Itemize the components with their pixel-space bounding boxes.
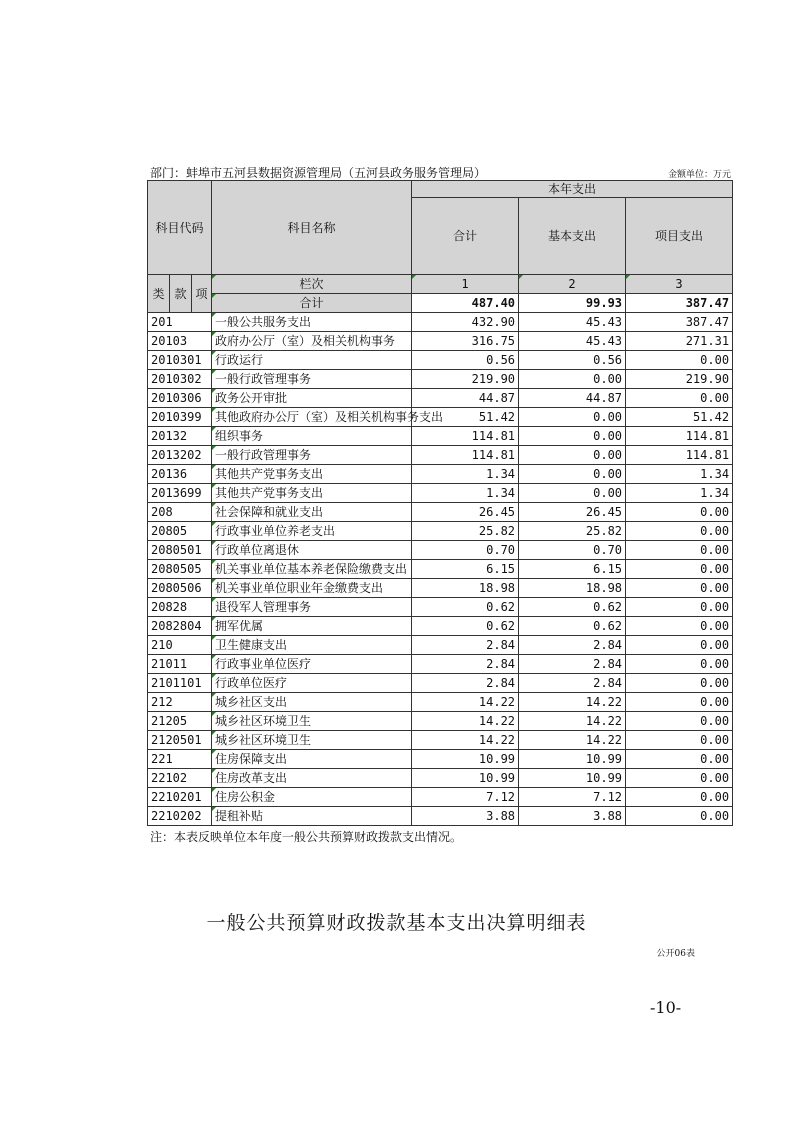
row-code: 20136 (148, 465, 212, 484)
row-code: 20132 (148, 427, 212, 446)
total-row (148, 294, 733, 313)
table-row (148, 332, 733, 351)
row-total: 219.90 (412, 370, 519, 389)
row-basic: 6.15 (519, 560, 626, 579)
header-total: 合计 (412, 198, 519, 275)
row-name: 政务公开审批 (212, 389, 412, 408)
table-row (148, 503, 733, 522)
row-basic: 10.99 (519, 769, 626, 788)
table-row (148, 579, 733, 598)
row-name: 行政单位离退休 (212, 541, 412, 560)
row-total: 10.99 (412, 750, 519, 769)
row-basic: 45.43 (519, 313, 626, 332)
row-project: 219.90 (626, 370, 733, 389)
row-total: 10.99 (412, 769, 519, 788)
row-project: 114.81 (626, 427, 733, 446)
row-total: 14.22 (412, 693, 519, 712)
row-project: 114.81 (626, 446, 733, 465)
row-name: 社会保障和就业支出 (212, 503, 412, 522)
row-code: 21011 (148, 655, 212, 674)
total-project: 387.47 (626, 294, 733, 313)
row-code: 221 (148, 750, 212, 769)
row-basic: 0.00 (519, 427, 626, 446)
row-project: 1.34 (626, 465, 733, 484)
row-basic: 14.22 (519, 712, 626, 731)
row-basic: 2.84 (519, 655, 626, 674)
row-project: 0.00 (626, 788, 733, 807)
table-row (148, 560, 733, 579)
row-project: 0.00 (626, 579, 733, 598)
row-total: 44.87 (412, 389, 519, 408)
row-project: 0.00 (626, 750, 733, 769)
table-row (148, 731, 733, 750)
row-basic: 45.43 (519, 332, 626, 351)
table-row (148, 389, 733, 408)
row-name: 城乡社区环境卫生 (212, 712, 412, 731)
table-row (148, 465, 733, 484)
table-row (148, 370, 733, 389)
row-name: 住房公积金 (212, 788, 412, 807)
row-total: 2.84 (412, 674, 519, 693)
column-index-3: 3 (626, 275, 733, 294)
row-name: 行政单位医疗 (212, 674, 412, 693)
row-total: 26.45 (412, 503, 519, 522)
budget-expenditure-table (147, 180, 733, 826)
row-code: 212 (148, 693, 212, 712)
table-row (148, 484, 733, 503)
row-name: 其他共产党事务支出 (212, 484, 412, 503)
row-project: 0.00 (626, 807, 733, 826)
header-column-index: 栏次 (212, 275, 412, 294)
row-total: 432.90 (412, 313, 519, 332)
row-name: 住房保障支出 (212, 750, 412, 769)
row-code: 20103 (148, 332, 212, 351)
row-name: 行政运行 (212, 351, 412, 370)
row-code: 2010399 (148, 408, 212, 427)
row-project: 0.00 (626, 541, 733, 560)
row-project: 0.00 (626, 522, 733, 541)
row-project: 271.31 (626, 332, 733, 351)
row-total: 25.82 (412, 522, 519, 541)
row-name: 卫生健康支出 (212, 636, 412, 655)
row-total: 1.34 (412, 465, 519, 484)
table-note: 注：本表反映单位本年度一般公共预算财政拨款支出情况。 (150, 830, 463, 844)
row-basic: 7.12 (519, 788, 626, 807)
table-row (148, 693, 733, 712)
row-code: 2082804 (148, 617, 212, 636)
row-name: 住房改革支出 (212, 769, 412, 788)
row-code: 2120501 (148, 731, 212, 750)
row-code: 2210201 (148, 788, 212, 807)
row-basic: 44.87 (519, 389, 626, 408)
row-total: 0.70 (412, 541, 519, 560)
row-basic: 14.22 (519, 693, 626, 712)
table-row (148, 655, 733, 674)
row-basic: 26.45 (519, 503, 626, 522)
row-code: 201 (148, 313, 212, 332)
row-name: 其他政府办公厅（室）及相关机构事务支出 (212, 408, 412, 427)
row-code: 2080501 (148, 541, 212, 560)
row-total: 316.75 (412, 332, 519, 351)
total-sum: 487.40 (412, 294, 519, 313)
row-name: 退役军人管理事务 (212, 598, 412, 617)
header-basic-expenditure: 基本支出 (519, 198, 626, 275)
row-basic: 3.88 (519, 807, 626, 826)
header-project-expenditure: 项目支出 (626, 198, 733, 275)
row-basic: 0.62 (519, 598, 626, 617)
row-total: 3.88 (412, 807, 519, 826)
row-basic: 0.00 (519, 370, 626, 389)
row-total: 2.84 (412, 636, 519, 655)
row-total: 114.81 (412, 446, 519, 465)
row-total: 14.22 (412, 712, 519, 731)
row-name: 一般行政管理事务 (212, 446, 412, 465)
row-name: 机关事业单位基本养老保险缴费支出 (212, 560, 412, 579)
table-row (148, 598, 733, 617)
header-lei: 类 (148, 275, 170, 313)
table-row (148, 522, 733, 541)
table-row (148, 541, 733, 560)
row-project: 0.00 (626, 655, 733, 674)
amount-unit-label: 金额单位：万元 (667, 170, 731, 180)
row-code: 2010306 (148, 389, 212, 408)
row-total: 0.62 (412, 598, 519, 617)
header-subject-code: 科目代码 (148, 181, 212, 275)
row-name: 行政事业单位养老支出 (212, 522, 412, 541)
table-row (148, 750, 733, 769)
row-project: 1.34 (626, 484, 733, 503)
row-basic: 18.98 (519, 579, 626, 598)
row-project: 0.00 (626, 389, 733, 408)
row-name: 城乡社区支出 (212, 693, 412, 712)
table-row (148, 313, 733, 332)
row-project: 0.00 (626, 674, 733, 693)
row-total: 7.12 (412, 788, 519, 807)
row-name: 机关事业单位职业年金缴费支出 (212, 579, 412, 598)
row-project: 0.00 (626, 731, 733, 750)
column-index-1: 1 (412, 275, 519, 294)
row-project: 51.42 (626, 408, 733, 427)
table-row (148, 446, 733, 465)
row-project: 0.00 (626, 503, 733, 522)
row-code: 2010301 (148, 351, 212, 370)
row-total: 6.15 (412, 560, 519, 579)
row-basic: 0.70 (519, 541, 626, 560)
row-total: 18.98 (412, 579, 519, 598)
header-current-year-expenditure: 本年支出 (412, 181, 733, 198)
header-subject-name: 科目名称 (212, 181, 412, 275)
table-row (148, 636, 733, 655)
table-row (148, 351, 733, 370)
table-row (148, 807, 733, 826)
row-total: 0.62 (412, 617, 519, 636)
row-code: 2010302 (148, 370, 212, 389)
table-row (148, 408, 733, 427)
row-basic: 0.00 (519, 465, 626, 484)
row-name: 其他共产党事务支出 (212, 465, 412, 484)
row-basic: 0.00 (519, 446, 626, 465)
row-project: 0.00 (626, 560, 733, 579)
row-project: 0.00 (626, 693, 733, 712)
row-basic: 10.99 (519, 750, 626, 769)
row-project: 0.00 (626, 636, 733, 655)
row-basic: 0.56 (519, 351, 626, 370)
table-row (148, 769, 733, 788)
page-number: -10- (650, 998, 682, 1017)
row-name: 提租补贴 (212, 807, 412, 826)
row-basic: 2.84 (519, 674, 626, 693)
row-code: 2013202 (148, 446, 212, 465)
row-project: 0.00 (626, 769, 733, 788)
row-basic: 25.82 (519, 522, 626, 541)
table-row (148, 712, 733, 731)
row-code: 2080505 (148, 560, 212, 579)
row-code: 2210202 (148, 807, 212, 826)
row-name: 一般行政管理事务 (212, 370, 412, 389)
row-code: 22102 (148, 769, 212, 788)
row-basic: 0.00 (519, 408, 626, 427)
row-name: 行政事业单位医疗 (212, 655, 412, 674)
table-row (148, 427, 733, 446)
row-basic: 2.84 (519, 636, 626, 655)
row-total: 14.22 (412, 731, 519, 750)
header-xiang: 项 (192, 275, 212, 313)
header-kuan: 款 (170, 275, 192, 313)
row-code: 208 (148, 503, 212, 522)
row-basic: 14.22 (519, 731, 626, 750)
row-code: 210 (148, 636, 212, 655)
row-total: 0.56 (412, 351, 519, 370)
table-row (148, 617, 733, 636)
column-index-2: 2 (519, 275, 626, 294)
row-code: 2080506 (148, 579, 212, 598)
row-name: 拥军优属 (212, 617, 412, 636)
row-total: 2.84 (412, 655, 519, 674)
row-basic: 0.62 (519, 617, 626, 636)
row-total: 114.81 (412, 427, 519, 446)
row-name: 城乡社区环境卫生 (212, 731, 412, 750)
row-code: 20828 (148, 598, 212, 617)
row-code: 2013699 (148, 484, 212, 503)
row-name: 一般公共服务支出 (212, 313, 412, 332)
total-label: 合计 (212, 294, 412, 313)
row-code: 21205 (148, 712, 212, 731)
row-project: 387.47 (626, 313, 733, 332)
row-project: 0.00 (626, 598, 733, 617)
next-section-title: 一般公共预算财政拨款基本支出决算明细表 (206, 912, 587, 934)
row-total: 1.34 (412, 484, 519, 503)
department-label: 部门：蚌埠市五河县数据资源管理局（五河县政务服务管理局） (150, 166, 487, 180)
row-project: 0.00 (626, 351, 733, 370)
table-row (148, 788, 733, 807)
row-total: 51.42 (412, 408, 519, 427)
row-name: 组织事务 (212, 427, 412, 446)
form-number: 公开06表 (656, 949, 695, 959)
row-basic: 0.00 (519, 484, 626, 503)
table-row (148, 674, 733, 693)
row-name: 政府办公厅（室）及相关机构事务 (212, 332, 412, 351)
row-code: 20805 (148, 522, 212, 541)
row-project: 0.00 (626, 617, 733, 636)
total-basic: 99.93 (519, 294, 626, 313)
row-project: 0.00 (626, 712, 733, 731)
row-code: 2101101 (148, 674, 212, 693)
